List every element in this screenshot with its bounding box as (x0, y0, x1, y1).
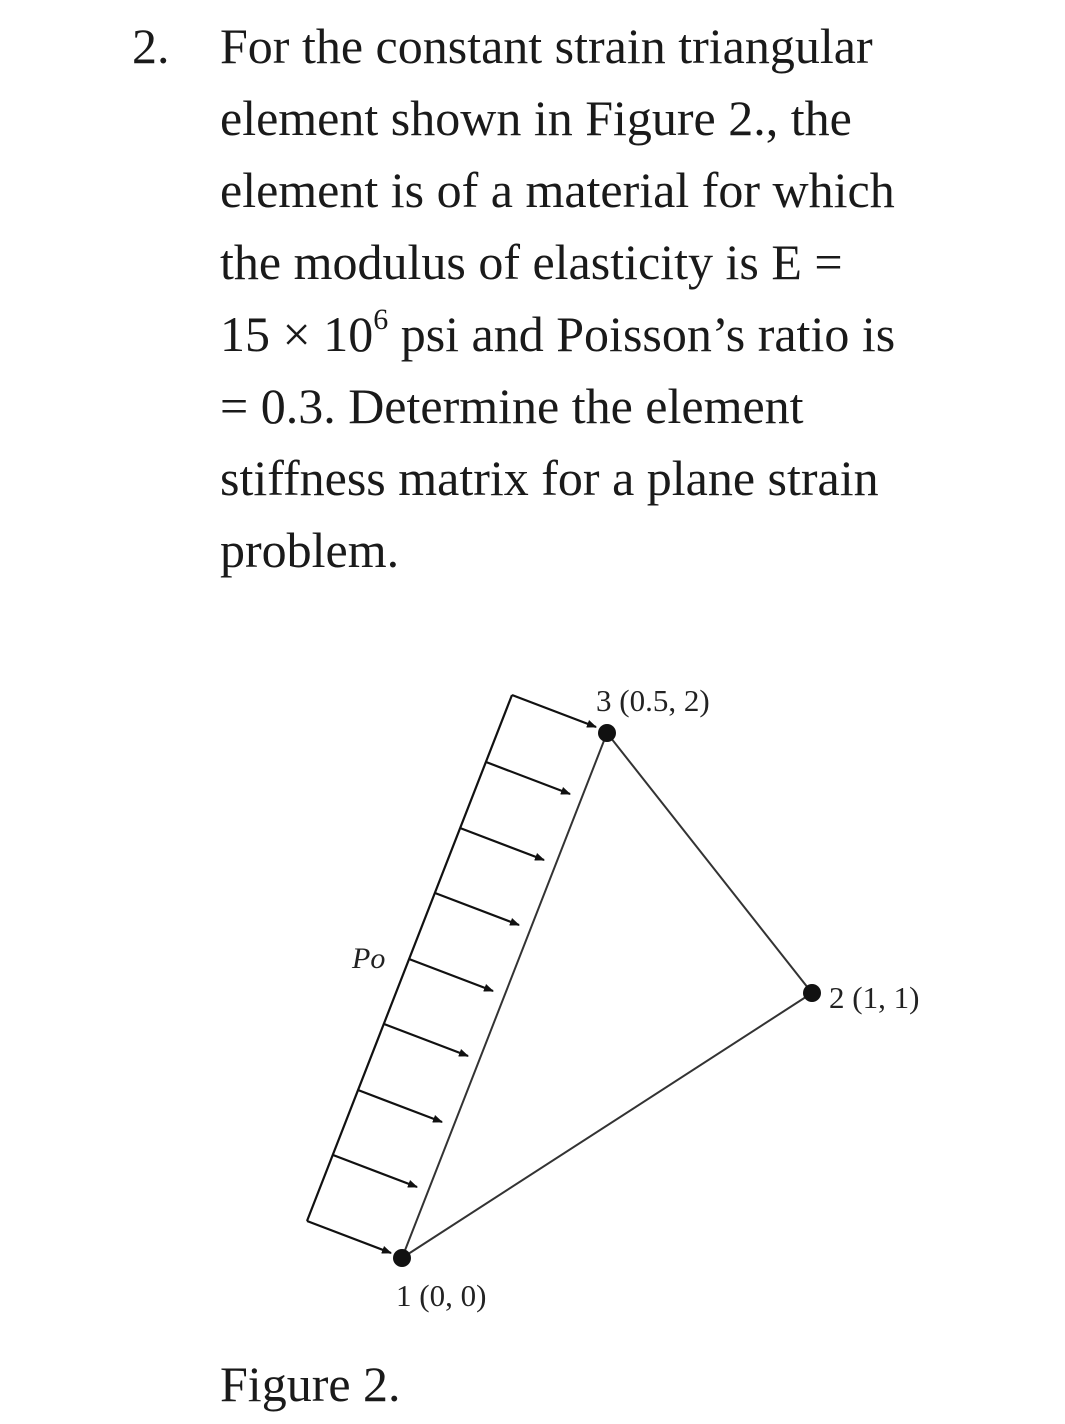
poisson-text: psi and Poisson’s ratio is (388, 306, 896, 362)
problem-line-7: stiffness matrix for a plane strain (220, 450, 879, 506)
load-arrow (486, 762, 570, 794)
modulus-exponent: 6 (373, 303, 389, 337)
problem-line-1: For the constant strain triangular (220, 18, 873, 74)
load-arrow (409, 959, 493, 991)
load-bottom-arrow (307, 1221, 391, 1253)
load-arrow (333, 1155, 417, 1187)
problem-line-2: element shown in Figure 2., the (220, 90, 852, 146)
problem-number: 2. (132, 18, 170, 74)
edge-2-1 (402, 993, 812, 1258)
node-2-label: 2 (1, 1) (829, 980, 920, 1015)
load-arrow (435, 893, 519, 925)
edge-3-2 (607, 733, 812, 993)
node-2-dot (803, 984, 821, 1002)
problem-line-6: = 0.3. Determine the element (220, 378, 804, 434)
load-label: Po (352, 942, 386, 975)
load-arrow (460, 828, 544, 860)
problem-line-4: the modulus of elasticity is E = (220, 234, 843, 290)
node-1-label: 1 (0, 0) (396, 1278, 487, 1313)
triangle-edges (402, 733, 812, 1258)
node-3-label: 3 (0.5, 2) (596, 683, 710, 718)
load-arrow (358, 1090, 442, 1122)
problem-line-3: element is of a material for which (220, 162, 895, 218)
figure-caption: Figure 2. (220, 1356, 401, 1412)
problem-line-8: problem. (220, 522, 400, 578)
load-top-arrow (512, 695, 596, 727)
distributed-load (307, 695, 596, 1253)
edge-1-3 (402, 733, 607, 1258)
node-3-dot (598, 724, 616, 742)
node-1-dot (393, 1249, 411, 1267)
modulus-value: 15 × 10 (220, 306, 374, 362)
load-outer-edge (307, 695, 512, 1221)
load-arrow (384, 1024, 468, 1056)
